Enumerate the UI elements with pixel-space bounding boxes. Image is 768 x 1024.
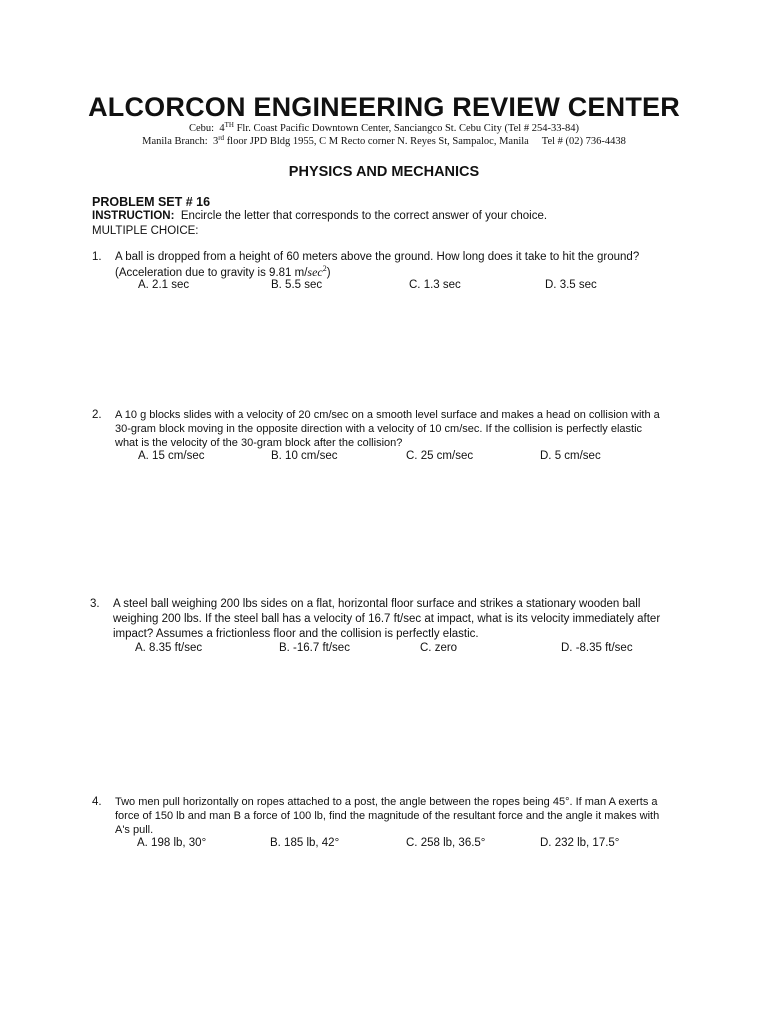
question-text: (Acceleration due to gravity is 9.81 m/ [115, 267, 308, 279]
question-text-line: A 10 g blocks slides with a velocity of 20 cm/sec on a smooth level surface and makes a head on collision with a [115, 409, 660, 421]
option-d[interactable]: D. 5 cm/sec [540, 450, 601, 462]
cebu-address-line [0, 123, 768, 134]
subject-heading: PHYSICS AND MECHANICS [288, 164, 480, 180]
cebu-floor-suffix: TH [224, 121, 234, 129]
option-c[interactable]: C. zero [420, 642, 458, 654]
option-b[interactable]: B. -16.7 ft/sec [279, 642, 350, 654]
question-text-line [115, 265, 331, 280]
unit-text: sec [307, 265, 323, 279]
question-number: 2. [92, 409, 102, 421]
option-a[interactable]: A. 2.1 sec [138, 279, 190, 291]
option-b[interactable]: B. 185 lb, 42° [270, 837, 340, 849]
question-text-line: A's pull. [115, 824, 154, 836]
question-text-line: weighing 200 lbs. If the steel ball has a velocity of 16.7 ft/sec at impact, what is its velocity immediately after [113, 613, 661, 625]
option-d[interactable]: D. 3.5 sec [545, 279, 597, 291]
question-text-line: Two men pull horizontally on ropes attached to a post, the angle between the ropes being 45°. If man A exerts a [115, 796, 658, 808]
instruction-line [92, 210, 547, 222]
option-c[interactable]: C. 1.3 sec [409, 279, 461, 291]
instruction-text: Encircle the letter that corresponds to the correct answer of your choice. [180, 210, 548, 222]
option-b[interactable]: B. 10 cm/sec [271, 450, 338, 462]
option-d[interactable]: D. 232 lb, 17.5° [540, 837, 620, 849]
problem-set-heading: PROBLEM SET # 16 [92, 195, 211, 209]
question-text-line: A ball is dropped from a height of 60 meters above the ground. How long does it take to hit the ground? [115, 251, 640, 263]
cebu-floor-number: 4 [219, 123, 225, 134]
question-text-line: impact? Assumes a frictionless floor and the collision is perfectly elastic. [113, 628, 479, 640]
manila-telephone: Tel # (02) 736-4438 [541, 136, 626, 147]
question-text-line: what is the velocity of the 30-gram block after the collision? [115, 437, 403, 449]
question-number: 1. [92, 251, 102, 263]
cebu-address: Flr. Coast Pacific Downtown Center, Sanciangco St. Cebu City (Tel # 254-33-84) [233, 123, 579, 134]
closing-paren: ) [326, 267, 331, 279]
question-number: 3. [90, 598, 100, 610]
option-a[interactable]: A. 15 cm/sec [138, 450, 205, 462]
option-c[interactable]: C. 25 cm/sec [406, 450, 474, 462]
manila-floor-number: 3 [212, 136, 219, 147]
question-number: 4. [92, 796, 102, 808]
manila-address-line [0, 136, 768, 147]
manila-address: floor JPD Bldg 1955, C M Recto corner N. Reyes St, Sampaloc, Manila [224, 136, 529, 147]
question-text-line: A steel ball weighing 200 lbs sides on a flat, horizontal floor surface and strikes a stationary wooden ball [113, 598, 641, 610]
option-a[interactable]: A. 8.35 ft/sec [135, 642, 203, 654]
unit-italic [307, 265, 326, 279]
manila-label: Manila Branch: [142, 136, 208, 147]
question-text-line: force of 150 lb and man B a force of 100 lb, find the magnitude of the resultant force and the angle it makes with [115, 810, 660, 822]
instruction-label: INSTRUCTION: [92, 210, 175, 222]
cebu-label: Cebu: [189, 123, 215, 134]
option-b[interactable]: B. 5.5 sec [271, 279, 323, 291]
document-title: ALCORCON ENGINEERING REVIEW CENTER [88, 92, 680, 122]
section-label: MULTIPLE CHOICE: [92, 225, 199, 237]
option-c[interactable]: C. 258 lb, 36.5° [406, 837, 486, 849]
manila-floor-suffix: rd [218, 134, 225, 142]
option-d[interactable]: D. -8.35 ft/sec [561, 642, 633, 654]
question-text-line: 30-gram block moving in the opposite direction with a velocity of 10 cm/sec. If the collision is perfectly elastic [115, 423, 643, 435]
unit-exponent: 2 [322, 264, 327, 273]
option-a[interactable]: A. 198 lb, 30° [137, 837, 207, 849]
